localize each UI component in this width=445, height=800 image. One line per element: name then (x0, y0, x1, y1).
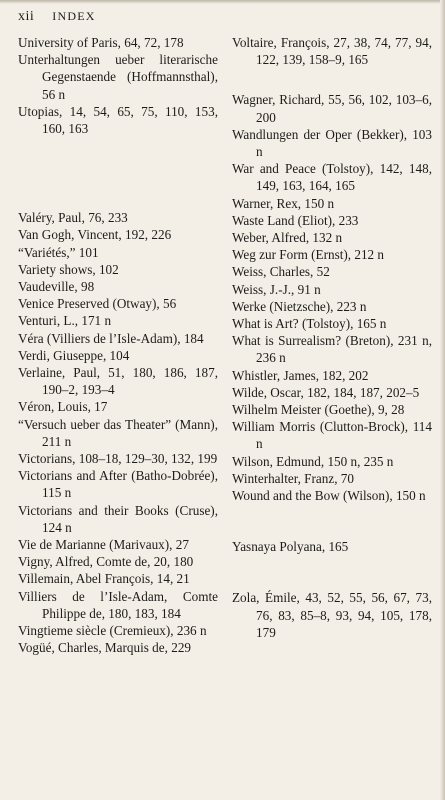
right-index-column (232, 34, 432, 641)
index-entry: Vie de Marianne (Marivaux), 27 (18, 537, 189, 553)
index-entry: Whistler, James, 182, 202 (232, 367, 369, 383)
index-entry: University of Paris, 64, 72, 178 (18, 35, 184, 50)
index-entry: Variety shows, 102 (18, 261, 119, 277)
index-entry: Vingtieme siècle (Cremieux), 236 n (18, 623, 207, 639)
index-entry: Wandlungen der Oper (Bekker), 103 n (232, 126, 432, 160)
index-entry: Villiers de l’Isle-Adam, Comte Philippe de, 180, 183, 184 (18, 588, 218, 621)
index-entry: Vigny, Alfred, Comte de, 20, 180 (18, 554, 194, 570)
index-entry: Van Gogh, Vincent, 192, 226 (18, 227, 172, 243)
index-entry: “Variétés,” 101 (18, 244, 99, 260)
index-entry: Véron, Louis, 17 (18, 399, 108, 415)
index-entry: Véra (Villiers de l’Isle-Adam), 184 (18, 330, 204, 346)
index-entry: Vaudeville, 98 (18, 279, 95, 295)
index-entry: Wilson, Edmund, 150 n, 235 n (232, 453, 394, 469)
index-entry: Wagner, Richard, 55, 56, 102, 103–6, 200 (232, 92, 432, 125)
index-entry: Verdi, Giuseppe, 104 (18, 347, 130, 363)
left-index-column (18, 34, 218, 657)
index-entry: “Versuch ueber das Theater” (Mann), 211 n (18, 416, 218, 449)
index-entry: Warner, Rex, 150 n (232, 195, 335, 211)
index-entry: William Morris (Clutton-Brock), 114 n (232, 419, 432, 452)
index-entry: Zola, Émile, 43, 52, 55, 56, 67, 73, 76, 83, 85–8, 93, 94, 105, 178, 179 (232, 590, 432, 640)
index-entry: Yasnaya Polyana, 165 (232, 539, 349, 555)
page-top-edge (0, 0, 445, 4)
index-entry: Waste Land (Eliot), 233 (232, 212, 359, 228)
index-entry: Valéry, Paul, 76, 233 (18, 210, 128, 226)
index-entry: Vogüé, Charles, Marquis de, 229 (18, 640, 192, 656)
index-entry: Verlaine, Paul, 51, 180, 186, 187, 190–2, 193–4 (18, 365, 218, 398)
index-entry: Victorians and After (Batho-Dobrée), 115 n (18, 468, 218, 501)
index-entry: Weiss, Charles, 52 (232, 264, 330, 280)
index-entry: What is Surrealism? (Breton), 231 n, 236 n (232, 333, 432, 366)
index-entry: Venice Preserved (Otway), 56 (18, 296, 177, 312)
index-entry: Utopias, 14, 54, 65, 75, 110, 153, 160, 163 (18, 103, 218, 137)
index-entry: Victorians, 108–18, 129–30, 132, 199 (18, 451, 218, 467)
page-number: xii (18, 9, 35, 24)
index-entry: Voltaire, François, 27, 38, 74, 77, 94, 122, 139, 158–9, 165 (232, 35, 432, 68)
index-entry: Unterhaltungen ueber literarische Gegenstaende (Hoffmannsthal), 56 n (18, 52, 218, 102)
index-entry: Weiss, J.-J., 91 n (232, 281, 321, 297)
index-entry: Weber, Alfred, 132 n (232, 230, 343, 246)
index-entry: Winterhalter, Franz, 70 (232, 470, 354, 486)
index-entry: What is Art? (Tolstoy), 165 n (232, 316, 387, 332)
index-entry: War and Peace (Tolstoy), 142, 148, 149, 163, 164, 165 (232, 161, 432, 194)
index-entry: Wound and the Bow (Wilson), 150 n (232, 488, 426, 504)
index-entry: Venturi, L., 171 n (18, 313, 112, 329)
index-entry: Wilde, Oscar, 182, 184, 187, 202–5 (232, 384, 420, 400)
page-right-edge (440, 0, 445, 800)
running-header (18, 9, 96, 25)
index-entry: Werke (Nietzsche), 223 n (232, 298, 367, 314)
index-entry: Villemain, Abel François, 14, 21 (18, 571, 190, 587)
index-entry: Victorians and their Books (Cruse), 124 n (18, 502, 218, 535)
index-entry: Weg zur Form (Ernst), 212 n (232, 247, 385, 263)
running-title: INDEX (52, 9, 96, 23)
index-entry: Wilhelm Meister (Goethe), 9, 28 (232, 402, 405, 418)
